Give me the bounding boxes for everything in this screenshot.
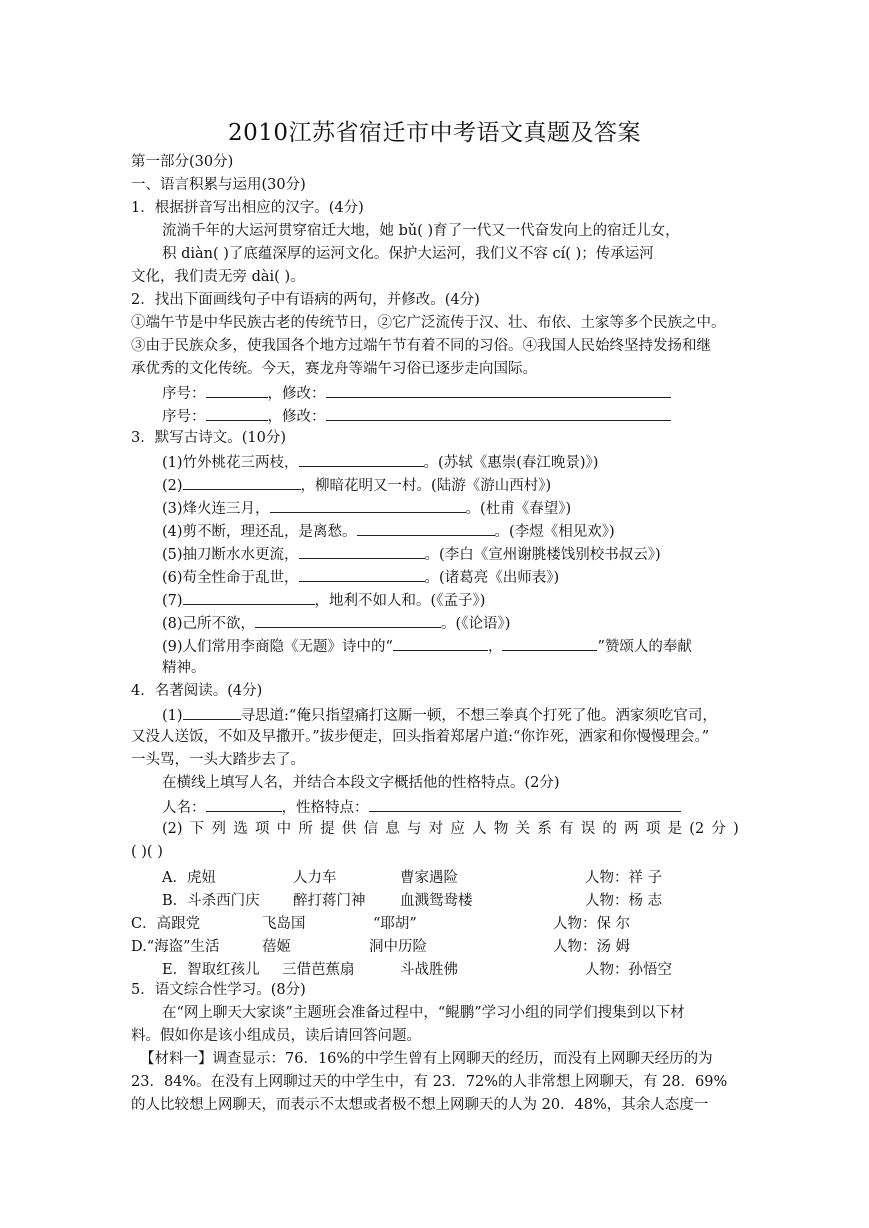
- option-col2: 醉打蒋门神: [293, 893, 366, 909]
- q1-heading: 1．根据拼音写出相应的汉字。(4分): [131, 200, 364, 216]
- q3-blank[interactable]: [393, 636, 488, 651]
- q4-part2-token: 系: [537, 821, 552, 837]
- option-col4: 人物：杨 志: [585, 893, 663, 909]
- name-blank[interactable]: [206, 797, 282, 812]
- q4-part2-token: 信: [363, 821, 379, 837]
- option-col4: 人物：孙悟空: [585, 962, 672, 978]
- q3-text: (3)烽火连三月，: [162, 501, 270, 517]
- q5-material-line: 【材料一】调查显示：76．16%的中学生曾有上网聊天的经历，而没有上网聊天经历的为: [140, 1051, 713, 1067]
- q3-blank[interactable]: [183, 590, 315, 605]
- q3-source: ，柳暗花明又一村。(陆游《游山西村》): [300, 478, 552, 494]
- q4-part2-token: 下: [189, 821, 205, 837]
- q3-item: [162, 498, 571, 518]
- q4-part2-line: [162, 820, 739, 838]
- q4-part2-token: 所: [298, 821, 313, 837]
- q2-answer-row: [162, 406, 671, 426]
- q4-part2-token: 的: [602, 821, 617, 837]
- option-col1: E．智取红孩儿: [162, 962, 260, 978]
- q4-part2-token: 误: [580, 821, 596, 837]
- q3-blank[interactable]: [502, 636, 597, 651]
- q5-material-line: 的人比较想上网聊天，而表示不太想或者极不想上网聊天的人为 20．48%，其余人态度一: [131, 1097, 709, 1113]
- q2-passage-line: ①端午节是中华民族古老的传统节日，②它广泛流传于汉、壮、布依、土家等多个民族之中。: [131, 315, 726, 331]
- q2-answer-row: [162, 383, 671, 403]
- q5-line: 料。假如你是该小组成员，读后请回答问题。: [131, 1028, 421, 1044]
- q3-item: [162, 452, 598, 472]
- q1-line: 文化，我们责无旁 dài( )。: [131, 269, 305, 285]
- q3-blank[interactable]: [255, 613, 441, 628]
- q3-source: ，地利不如人和。(《孟子》): [314, 593, 486, 609]
- q3-blank[interactable]: [299, 567, 425, 582]
- q4-text: 寻思道:“俺只指望痛打这厮一顿，不想三拳真个打死了他。洒家须吃官司，: [240, 708, 717, 724]
- q4-passage-line: [162, 705, 717, 725]
- fix-blank[interactable]: [326, 383, 671, 398]
- q3-source: 。(李煜《相见欢》): [494, 524, 615, 540]
- option-col1: B．斗杀西门庆: [162, 893, 260, 909]
- q1-line: 积 diàn( )了底蕴深厚的运河文化。保护大运河，我们义不容 cí( )；传承运河: [162, 246, 654, 262]
- q4-part2-token: 两: [624, 821, 639, 837]
- q5-heading: 5．语文综合性学习。(8分): [131, 982, 306, 998]
- q3-text: ”赞颂人的奉献: [597, 639, 692, 655]
- q4-part2-token: 提: [320, 821, 335, 837]
- q4-part2-token: 供: [341, 821, 357, 837]
- q3-item-cont: 精神。: [162, 660, 206, 676]
- page-title: 2010江苏省宿迁市中考语文真题及答案: [227, 120, 642, 146]
- q4-answer-parens[interactable]: ( )( ): [131, 844, 163, 860]
- fix-label: ，修改：: [267, 409, 326, 425]
- option-col4: 人物：汤 姆: [553, 939, 631, 955]
- q3-text: (8)己所不欲，: [162, 616, 256, 632]
- option-col4: 人物：祥 子: [585, 870, 663, 886]
- q3-source: 。(苏轼《惠崇(春江晚景)》): [423, 455, 599, 471]
- q3-item: [162, 567, 559, 587]
- q4-part2-token: 是: [667, 821, 683, 837]
- q5-line: 在“网上聊天大家谈”主题班会准备过程中，“鲲鹏”学习小组的同学们搜集到以下材: [162, 1005, 685, 1021]
- fix-label: ，修改：: [267, 386, 326, 402]
- q3-blank[interactable]: [299, 452, 424, 467]
- option-col1: C．高跟党: [131, 916, 201, 932]
- q4-part2-token: 分: [711, 821, 726, 837]
- q2-passage-line: ③由于民族众多，使我国各个地方过端午节有着不同的习俗。④我国人民始终坚持发扬和继: [131, 338, 711, 354]
- q4-task: 在横线上填写人名，并结合本段文字概括他的性格特点。(2分): [162, 775, 560, 791]
- seq-blank[interactable]: [206, 406, 268, 421]
- q4-part2-token: 项: [254, 821, 270, 837]
- q3-source: 。(《论语》): [441, 616, 511, 632]
- trait-label: ，性格特点：: [281, 800, 369, 816]
- q4-part2-token: ): [733, 821, 739, 837]
- option-col1: A．虎妞: [162, 870, 216, 886]
- option-col2: 蓓姬: [262, 939, 291, 955]
- q4-part2-token: 列: [211, 821, 226, 837]
- q3-heading: 3．默写古诗文。(10分): [131, 430, 286, 446]
- option-col3: 洞中历险: [369, 939, 427, 955]
- option-col2: 三借芭蕉扇: [282, 962, 355, 978]
- q3-text: (1)竹外桃花三两枝，: [162, 455, 299, 471]
- q4-text: (1): [162, 708, 183, 724]
- q4-part2-token: (2): [162, 821, 183, 837]
- seq-label: 序号：: [162, 409, 206, 425]
- q3-item: [162, 544, 661, 564]
- option-col3: 血溅鸳鸯楼: [400, 893, 473, 909]
- q3-blank[interactable]: [270, 498, 466, 513]
- option-col2: 飞岛国: [262, 916, 306, 932]
- option-col3: 斗战胜佛: [400, 962, 458, 978]
- q4-part2-token: 物: [493, 821, 509, 837]
- q3-item: [162, 475, 551, 495]
- part-heading: 第一部分(30分): [131, 154, 234, 170]
- q2-passage-line: 承优秀的文化传统。今天，赛龙舟等端午习俗已逐步走向国际。: [131, 361, 537, 377]
- q4-part2-token: 有: [558, 821, 574, 837]
- q4-name-blank[interactable]: [183, 705, 241, 720]
- q3-text: (5)抽刀断水水更流，: [162, 547, 299, 563]
- option-col2: 人力车: [293, 870, 337, 886]
- q3-source: 。(杜甫《春望》): [465, 501, 572, 517]
- q4-passage-line: 又没人送饭，不如及早撒开。”拔步便走，回头指着郑屠户道:“你诈死，洒家和你慢慢理会。”: [131, 729, 710, 745]
- q4-part2-token: 与: [406, 821, 422, 837]
- trait-blank[interactable]: [369, 797, 681, 812]
- q3-item: [162, 613, 510, 633]
- option-col3: 曹家遇险: [400, 870, 458, 886]
- q4-part2-token: 应: [450, 821, 465, 837]
- q3-text: (7): [162, 593, 183, 609]
- q4-part2-token: 人: [472, 821, 487, 837]
- q4-passage-line: 一头骂，一头大踏步去了。: [131, 752, 305, 768]
- q3-item: [162, 636, 692, 656]
- fix-blank[interactable]: [326, 406, 671, 421]
- q4-part2-token: 关: [515, 821, 531, 837]
- q3-text: (6)苟全性命于乱世，: [162, 570, 299, 586]
- q4-part2-token: 中: [276, 821, 292, 837]
- seq-blank[interactable]: [206, 383, 268, 398]
- option-col4: 人物：保 尔: [553, 916, 631, 932]
- q4-heading: 4．名著阅读。(4分): [131, 683, 263, 699]
- q3-text: ，: [487, 639, 503, 655]
- q3-blank[interactable]: [357, 521, 495, 536]
- option-col1: D.“海盗”生活: [131, 939, 220, 955]
- q5-material-line: 23．84%。在没有上网聊过天的中学生中，有 23．72%的人非常想上网聊天，有 28．69%: [131, 1074, 728, 1090]
- q3-text: (9)人们常用李商隐《无题》诗中的“: [162, 639, 393, 655]
- q4-part2-token: 选: [233, 821, 248, 837]
- q3-source: 。(李白《宣州谢朓楼饯别校书叔云》): [424, 547, 661, 563]
- section-heading: 一、语言积累与运用(30分): [131, 177, 306, 193]
- q2-heading: 2．找出下面画线句子中有语病的两句，并修改。(4分): [131, 292, 480, 308]
- q4-part2-token: 对: [428, 821, 444, 837]
- q3-text: (2): [162, 478, 183, 494]
- name-label: 人名：: [162, 800, 206, 816]
- q3-blank[interactable]: [183, 475, 301, 490]
- q4-answer-row: [162, 797, 681, 817]
- q3-blank[interactable]: [299, 544, 425, 559]
- q3-item: [162, 590, 485, 610]
- q3-text: (4)剪不断，理还乱，是离愁。: [162, 524, 357, 540]
- q3-item: [162, 521, 615, 541]
- q4-part2-token: 项: [645, 821, 661, 837]
- q4-part2-token: 息: [385, 821, 400, 837]
- q4-part2-token: (2: [689, 821, 705, 837]
- seq-label: 序号：: [162, 386, 206, 402]
- q3-source: 。(诸葛亮《出师表》): [424, 570, 560, 586]
- option-col3: “耶胡”: [373, 916, 417, 932]
- q1-line: 流淌千年的大运河贯穿宿迁大地，她 bǔ( )育了一代又一代奋发向上的宿迁儿女，: [162, 223, 680, 239]
